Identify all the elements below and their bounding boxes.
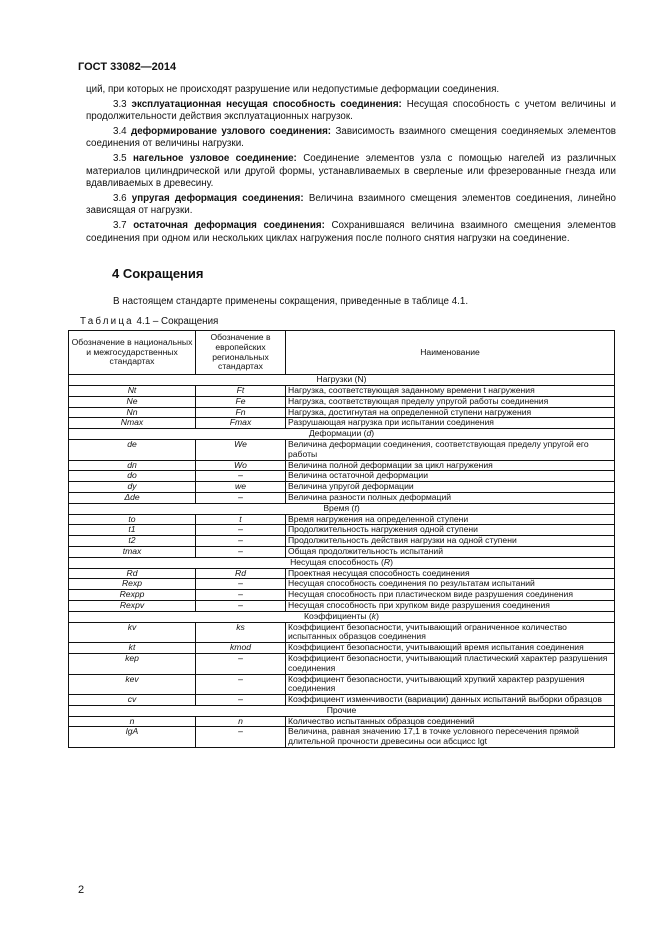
cell-european-symbol: – <box>196 471 286 482</box>
cell-european-symbol: – <box>196 727 286 748</box>
cell-national-symbol: kt <box>69 643 196 654</box>
table-group-row <box>69 557 615 568</box>
cell-european-symbol: Fn <box>196 407 286 418</box>
cell-european-symbol: kmod <box>196 643 286 654</box>
cell-national-symbol: Rd <box>69 568 196 579</box>
table-header-row <box>69 331 615 375</box>
cell-european-symbol: Fe <box>196 396 286 407</box>
cell-european-symbol: – <box>196 695 286 706</box>
cell-name: Коэффициент безопасности, учитывающий ограниченное количество испытанных образцов соединения <box>286 622 615 643</box>
table-row <box>69 471 615 482</box>
table-group-row <box>69 375 615 386</box>
cell-national-symbol: de <box>69 439 196 460</box>
table-group-row <box>69 503 615 514</box>
cell-name: Величина остаточной деформации <box>286 471 615 482</box>
definitions-text <box>86 84 616 247</box>
cell-name: Нагрузка, соответствующая пределу упругой работы соединения <box>286 396 615 407</box>
table-group-symbol: R <box>383 556 391 567</box>
cell-european-symbol: We <box>196 439 286 460</box>
cell-european-symbol: – <box>196 492 286 503</box>
cell-national-symbol: dy <box>69 482 196 493</box>
table-group-title: Время (t) <box>69 503 615 514</box>
cell-european-symbol: – <box>196 579 286 590</box>
cell-european-symbol: – <box>196 525 286 536</box>
definition-3-7: 3.7 остаточная деформация соединения: Сохранившаяся величина взаимного смещения элементов соединения при одном или нескольких циклах нагружения после полного снятия нагрузки на соединение. <box>86 219 616 244</box>
cell-european-symbol: Rd <box>196 568 286 579</box>
table-row <box>69 568 615 579</box>
table-row <box>69 460 615 471</box>
cell-european-symbol: Ft <box>196 385 286 396</box>
page-number: 2 <box>78 884 85 896</box>
cell-name: Величина деформации соединения, соответствующая пределу упругой его работы <box>286 439 615 460</box>
cell-name: Величина упругой деформации <box>286 482 615 493</box>
cell-name: Разрушающая нагрузка при испытании соединения <box>286 418 615 429</box>
cell-name: Нагрузка, соответствующая заданному времени t нагружения <box>286 385 615 396</box>
cell-name: Несущая способность при пластическом виде разрушения соединения <box>286 590 615 601</box>
cell-name: Продолжительность действия нагрузки на одной ступени <box>286 536 615 547</box>
table-group-symbol: k <box>371 610 377 621</box>
cell-national-symbol: Rexpp <box>69 590 196 601</box>
section-intro: В настоящем стандарте применены сокращения, приведенные в таблице 4.1. <box>113 296 469 307</box>
table-row <box>69 492 615 503</box>
table-row <box>69 418 615 429</box>
table-group-symbol: d <box>366 428 372 439</box>
table-row <box>69 536 615 547</box>
cell-name: Величина, равная значению 17,1 в точке условного пересечения прямой длительной прочности древесины оси абсцисс lgt <box>286 727 615 748</box>
cell-name: Количество испытанных образцов соединений <box>286 716 615 727</box>
definition-3-6: 3.6 упругая деформация соединения: Величина взаимного смещения элементов соединения, линейно зависящая от нагрузки. <box>86 192 616 217</box>
cell-european-symbol: ks <box>196 622 286 643</box>
cell-european-symbol: – <box>196 600 286 611</box>
table-group-row <box>69 705 615 716</box>
cell-european-symbol: Wo <box>196 460 286 471</box>
header-name: Наименование <box>286 331 615 375</box>
table-row <box>69 525 615 536</box>
table-group-symbol: t <box>354 502 357 513</box>
cell-name: Коэффициент безопасности, учитывающий хрупкий характер разрушения соединения <box>286 674 615 695</box>
cell-european-symbol: – <box>196 590 286 601</box>
table-group-title: Прочие <box>69 705 615 716</box>
cell-name: Коэффициент безопасности, учитывающий пластический характер разрушения соединения <box>286 653 615 674</box>
cell-national-symbol: Rexpv <box>69 600 196 611</box>
cell-national-symbol: Rexp <box>69 579 196 590</box>
cell-name: Несущая способность соединения по результатам испытаний <box>286 579 615 590</box>
abbreviations-table <box>68 330 615 748</box>
cell-national-symbol: n <box>69 716 196 727</box>
table-row <box>69 653 615 674</box>
cell-name: Проектная несущая способность соединения <box>286 568 615 579</box>
table-row <box>69 600 615 611</box>
definition-3-3: 3.3 эксплуатационная несущая способность соединения: Несущая способность с учетом величины и продолжительности действия эксплуатационных нагрузок. <box>86 98 616 123</box>
cell-name: Коэффициент изменчивости (вариации) данных испытаний выборки образцов <box>286 695 615 706</box>
document-header: ГОСТ 33082—2014 <box>78 61 177 73</box>
cell-name: Коэффициент безопасности, учитывающий время испытания соединения <box>286 643 615 654</box>
cell-european-symbol: n <box>196 716 286 727</box>
table-group-title: Несущая способность (R) <box>69 557 615 568</box>
cell-name: Нагрузка, достигнутая на определенной ступени нагружения <box>286 407 615 418</box>
cell-national-symbol: kv <box>69 622 196 643</box>
table-row <box>69 439 615 460</box>
cell-national-symbol: Nt <box>69 385 196 396</box>
header-national: Обозначение в национальных и межгосударственных стандартах <box>69 331 196 375</box>
cell-national-symbol: t1 <box>69 525 196 536</box>
cell-european-symbol: – <box>196 674 286 695</box>
table-group-row <box>69 429 615 440</box>
cell-national-symbol: kep <box>69 653 196 674</box>
table-caption-label: Таблица <box>80 316 134 327</box>
table-caption-rest: 4.1 – Сокращения <box>136 316 219 327</box>
definition-3-5: 3.5 нагельное узловое соединение: Соединение элементов узла с помощью нагелей из различных материалов цилиндрической или другой формы, устанавливаемых в сверленые или фрезерованные гнезда или вдавливаемых в древесину. <box>86 152 616 190</box>
cell-national-symbol: Δde <box>69 492 196 503</box>
table-group-symbol: N <box>357 374 364 385</box>
header-european: Обозначение в европейских региональных стандартах <box>196 331 286 375</box>
table-body <box>69 375 615 748</box>
table-row <box>69 546 615 557</box>
table-row <box>69 643 615 654</box>
cell-name: Величина полной деформации за цикл нагружения <box>286 460 615 471</box>
table-row <box>69 396 615 407</box>
cell-european-symbol: – <box>196 653 286 674</box>
table-row <box>69 514 615 525</box>
cell-european-symbol: Fmax <box>196 418 286 429</box>
table-group-title: Коэффициенты (k) <box>69 611 615 622</box>
cell-european-symbol: – <box>196 546 286 557</box>
cell-name: Несущая способность при хрупком виде разрушения соединения <box>286 600 615 611</box>
cell-name: Продолжительность нагружения одной ступени <box>286 525 615 536</box>
table-row <box>69 482 615 493</box>
cell-name: Общая продолжительность испытаний <box>286 546 615 557</box>
table-row <box>69 716 615 727</box>
cell-european-symbol: we <box>196 482 286 493</box>
cell-european-symbol: t <box>196 514 286 525</box>
definition-3-4: 3.4 деформирование узлового соединения: Зависимость взаимного смещения соединяемых элементов соединения от величины нагрузки. <box>86 125 616 150</box>
cell-national-symbol: t2 <box>69 536 196 547</box>
cell-national-symbol: lgA <box>69 727 196 748</box>
paragraph-continuation: ций, при которых не происходят разрушение или недопустимые деформации соединения. <box>86 84 500 95</box>
table-group-row <box>69 611 615 622</box>
table-row <box>69 579 615 590</box>
cell-name: Величина разности полных деформаций <box>286 492 615 503</box>
cell-national-symbol: do <box>69 471 196 482</box>
cell-name: Время нагружения на определенной ступени <box>286 514 615 525</box>
cell-national-symbol: kev <box>69 674 196 695</box>
table-group-title: Деформации (d) <box>69 429 615 440</box>
table-group-title: Нагрузки (N) <box>69 375 615 386</box>
table-row <box>69 695 615 706</box>
cell-national-symbol: tmax <box>69 546 196 557</box>
cell-european-symbol: – <box>196 536 286 547</box>
cell-national-symbol: cv <box>69 695 196 706</box>
cell-national-symbol: dп <box>69 460 196 471</box>
table-row <box>69 674 615 695</box>
table-row <box>69 590 615 601</box>
table-caption <box>80 316 218 327</box>
section-heading: 4 Сокращения <box>112 266 204 281</box>
cell-national-symbol: Nn <box>69 407 196 418</box>
cell-national-symbol: Ne <box>69 396 196 407</box>
table-row <box>69 385 615 396</box>
table-row <box>69 622 615 643</box>
table-row <box>69 727 615 748</box>
cell-national-symbol: Nmax <box>69 418 196 429</box>
cell-national-symbol: to <box>69 514 196 525</box>
table-row <box>69 407 615 418</box>
